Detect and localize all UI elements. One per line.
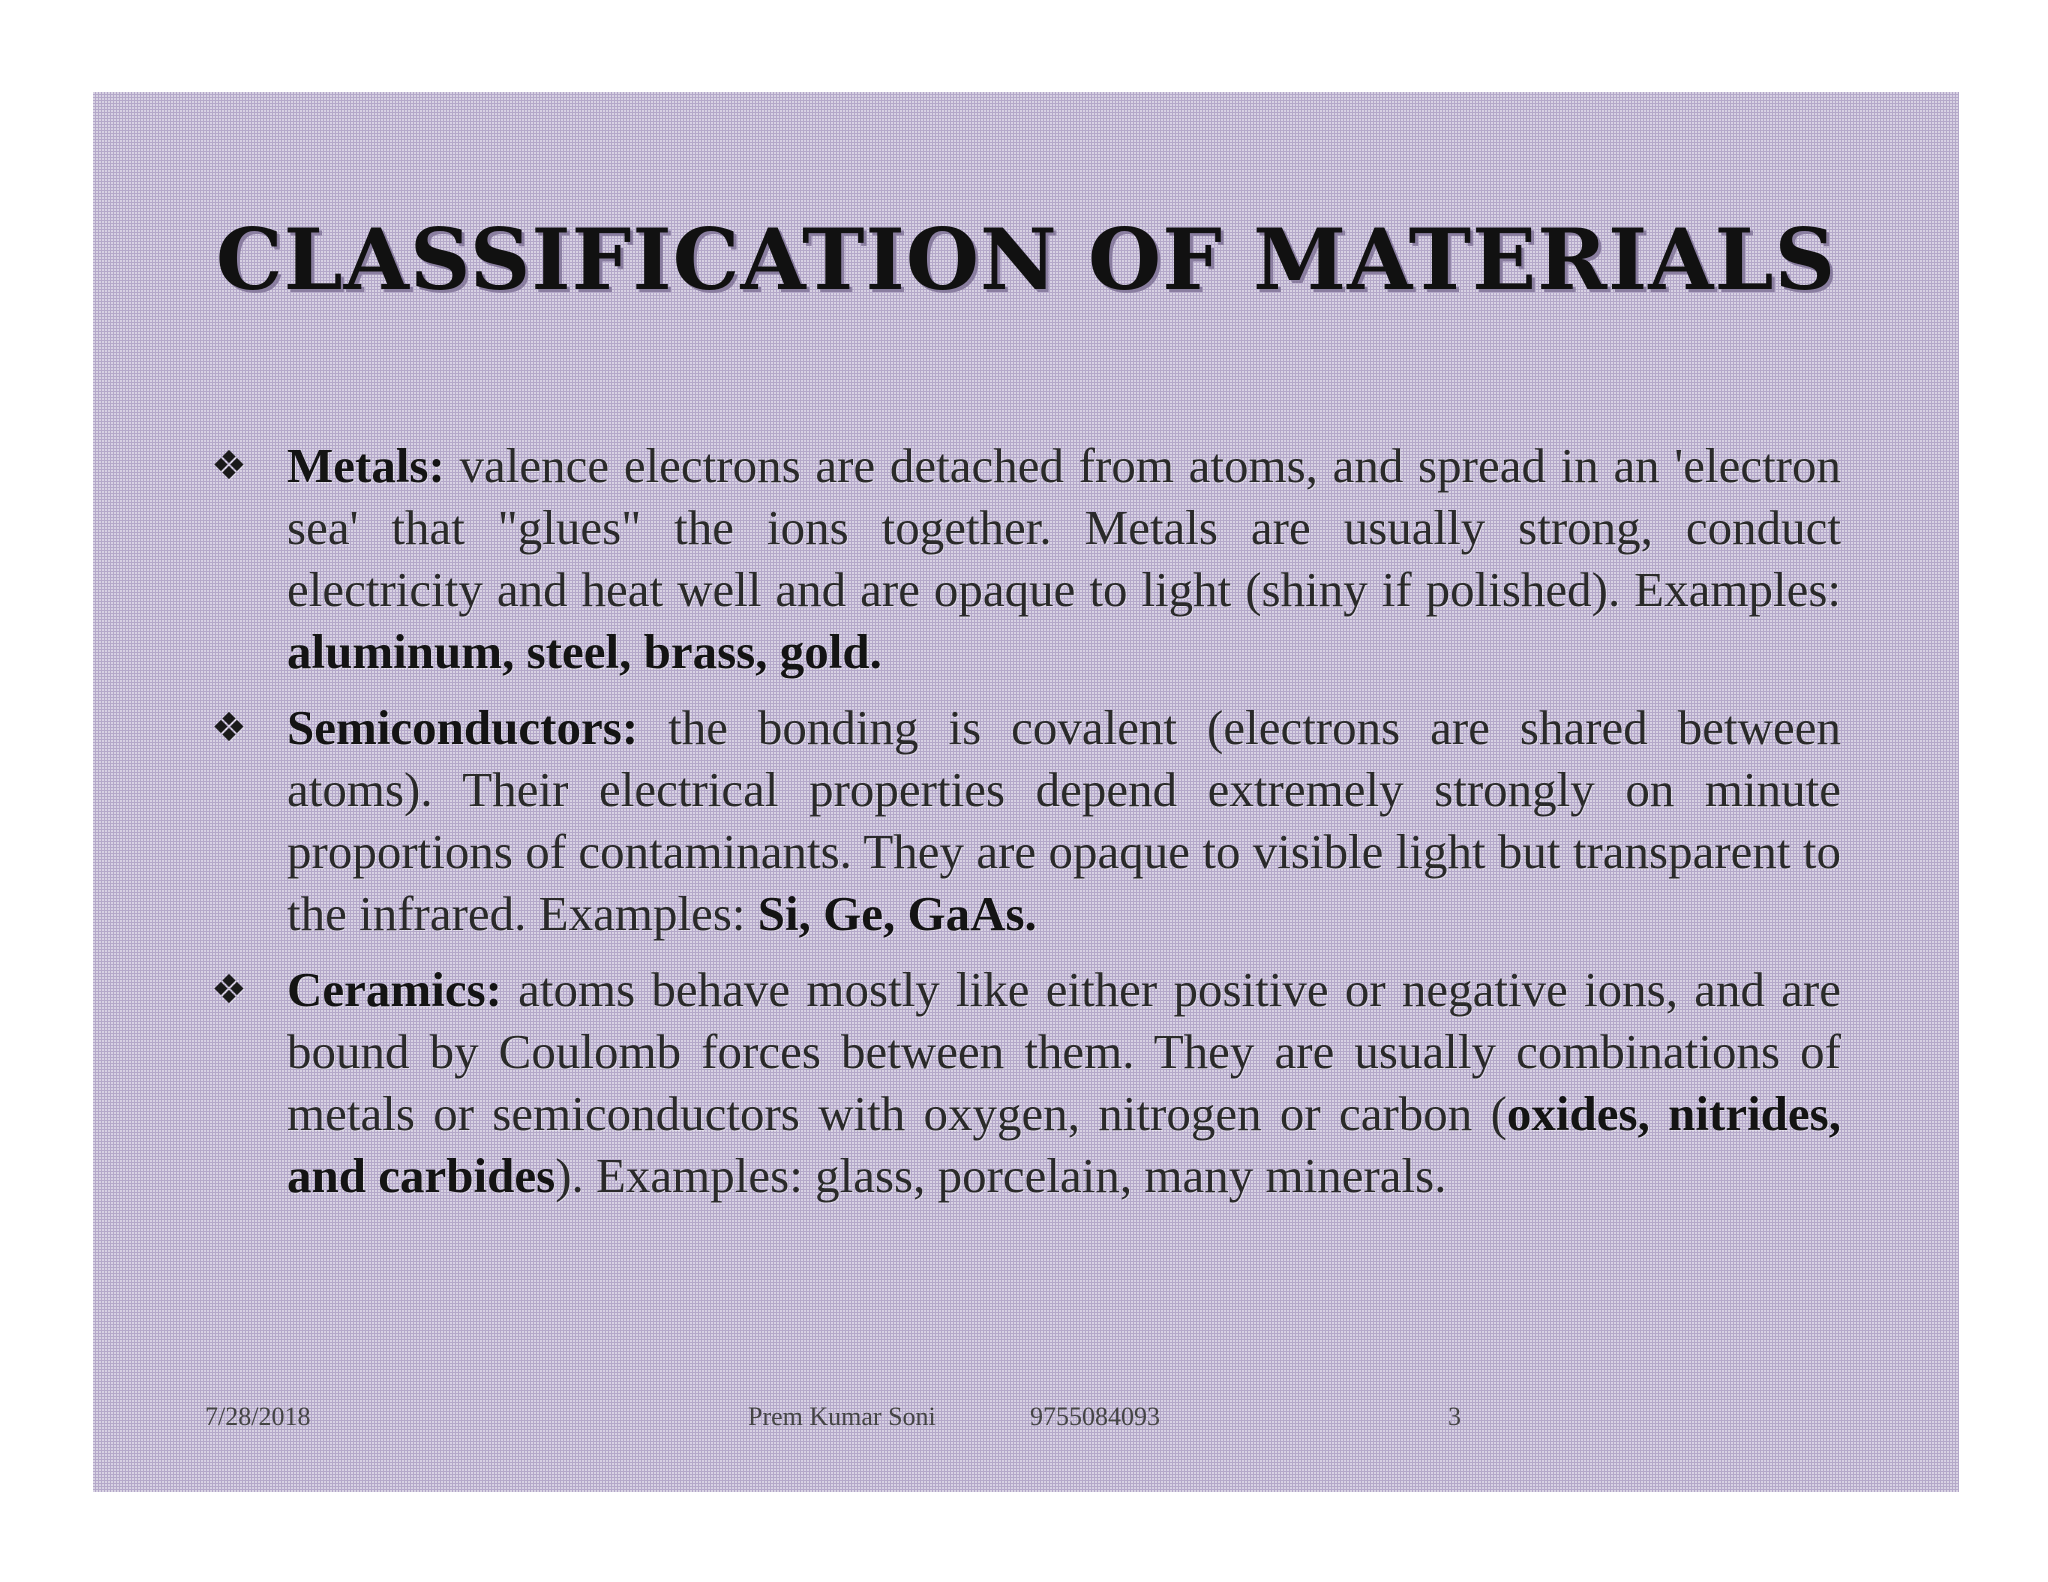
list-item-metals: [211, 435, 1841, 683]
footer-phone: 9755084093: [1030, 1402, 1160, 1431]
slide-title: CLASSIFICATION OF MATERIALS: [215, 210, 1837, 309]
item-examples: Si, Ge, GaAs.: [757, 886, 1037, 941]
item-term: Metals:: [287, 438, 445, 493]
item-text-tail: ). Examples: glass, porcelain, many minerals.: [555, 1148, 1447, 1203]
footer-date: 7/28/2018: [205, 1402, 311, 1431]
bullet-list: [211, 435, 1841, 1221]
footer-page-number: 3: [1448, 1402, 1461, 1431]
diamond-bullet-icon: ❖: [211, 443, 247, 489]
item-term: Semiconductors:: [287, 700, 639, 755]
item-text: valence electrons are detached from atoms, and spread in an 'electron sea' that "glues" the ions together. Metals are usually strong, conduct electricity and heat well and are opaque to light (shiny if polished). Examples:: [287, 438, 1841, 617]
list-item-semiconductors: [211, 697, 1841, 945]
diamond-bullet-icon: ❖: [211, 705, 247, 751]
diamond-bullet-icon: ❖: [211, 967, 247, 1013]
item-text: atoms behave mostly like either positive or negative ions, and are bound by Coulomb forces between them. They are usually combinations of metals or semiconductors with oxygen, nitrogen or carbon (: [287, 962, 1841, 1141]
item-term: Ceramics:: [287, 962, 502, 1017]
item-text: the bonding is covalent (electrons are shared between atoms). Their electrical properties depend extremely strongly on minute proportions of contaminants. They are opaque to visible light but transparent to the infrared. Examples:: [287, 700, 1841, 941]
item-examples: aluminum, steel, brass, gold.: [287, 624, 882, 679]
footer-author: Prem Kumar Soni: [748, 1402, 936, 1431]
slide: [93, 92, 1959, 1492]
item-bold-terms: oxides, nitrides, and carbides: [287, 1086, 1842, 1203]
list-item-ceramics: [211, 959, 1841, 1207]
